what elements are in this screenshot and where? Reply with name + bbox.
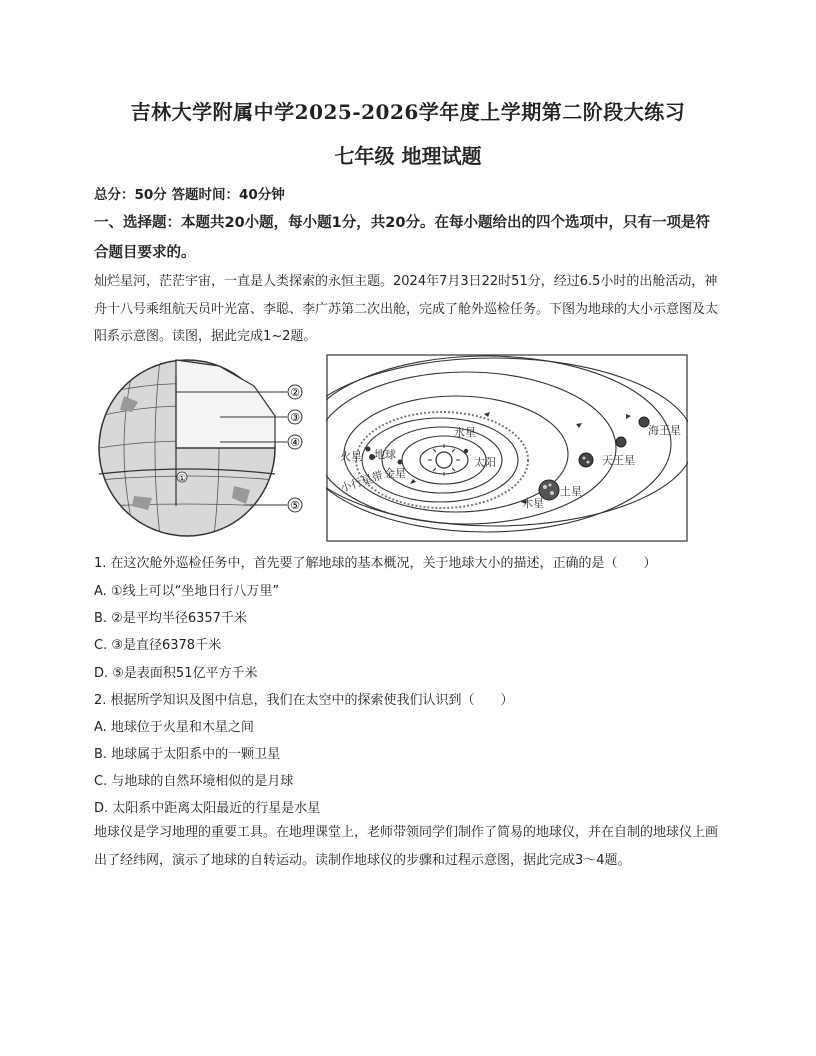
- mercury: [464, 449, 468, 453]
- globe-label-2: ②: [290, 386, 300, 399]
- earth-size-figure: [94, 356, 316, 548]
- question-1-option-a[interactable]: A. ①线上可以“坐地日行八万里”: [94, 584, 280, 599]
- question-2-stem: 2. 根据所学知识及图中信息，我们在太空中的探索使我们认识到（ ）: [94, 693, 514, 708]
- label-neptune: 海王星: [648, 424, 681, 437]
- section-heading: 一、选择题：本题共20小题，每小题1分，共20分。在每小题给出的四个选项中，只有一项是符合题目要求的。: [94, 215, 710, 261]
- question-1-option-b[interactable]: B. ②是平均半径6357千米: [94, 611, 247, 626]
- saturn: [579, 453, 593, 467]
- exam-meta: 总分：50分 答题时间：40分钟: [94, 187, 285, 203]
- question-2-option-d[interactable]: D. 太阳系中距离太阳最近的行星是水星: [94, 801, 321, 816]
- label-asteroid-belt: 小行星带: [338, 468, 385, 495]
- label-earth: 地球: [374, 448, 396, 461]
- solar-system-figure: [326, 354, 688, 546]
- label-uranus: 天王星: [602, 454, 635, 467]
- globe-label-1: ①: [177, 474, 187, 484]
- globe-label-5: ⑤: [290, 499, 300, 512]
- exam-subtitle: 七年级 地理试题: [334, 144, 482, 168]
- question-1-option-d[interactable]: D. ⑤是表面积51亿平方千米: [94, 666, 258, 681]
- label-mercury: 水星: [454, 426, 476, 439]
- question-1-option-c[interactable]: C. ③是直径6378千米: [94, 638, 222, 653]
- question-2-option-b[interactable]: B. 地球属于太阳系中的一颗卫星: [94, 747, 281, 762]
- exam-title: 吉林大学附属中学2025-2026学年度上学期第二阶段大练习: [130, 100, 686, 124]
- question-1-stem: 1. 在这次舱外巡检任务中，首先要了解地球的基本概况，关于地球大小的描述，正确的是（ ）: [94, 556, 657, 571]
- label-saturn: 土星: [560, 485, 582, 498]
- material-paragraph-1: 灿烂星河，茫茫宇宙，一直是人类探索的永恒主题。2024年7月3日22时51分，经过6.5小时的出舱活动，神舟十八号乘组航天员叶光富、李聪、李广苏第二次出舱，完成了舱外巡检任务。下图为地球的大小示意图及太阳系示意图。读图，据此完成1~2题。: [94, 274, 719, 344]
- material-paragraph-2: 地球仪是学习地理的重要工具。在地理课堂上，老师带领同学们制作了简易的地球仪，并在自制的地球仪上画出了经纬网，演示了地球的自转运动。读制作地球仪的步骤和过程示意图，据此完成3～4题。: [94, 825, 719, 868]
- label-jupiter: 木星: [522, 497, 544, 510]
- globe-label-4: ④: [290, 436, 300, 449]
- mars: [366, 447, 371, 452]
- label-venus: 金星: [384, 467, 406, 480]
- label-sun: 太阳: [474, 456, 496, 469]
- venus: [398, 460, 403, 465]
- uranus: [616, 437, 626, 447]
- label-mars: 火星: [340, 450, 362, 463]
- question-2-option-a[interactable]: A. 地球位于火星和木星之间: [94, 720, 254, 735]
- question-2-option-c[interactable]: C. 与地球的自然环境相似的是月球: [94, 774, 294, 789]
- globe-label-3: ③: [290, 411, 300, 424]
